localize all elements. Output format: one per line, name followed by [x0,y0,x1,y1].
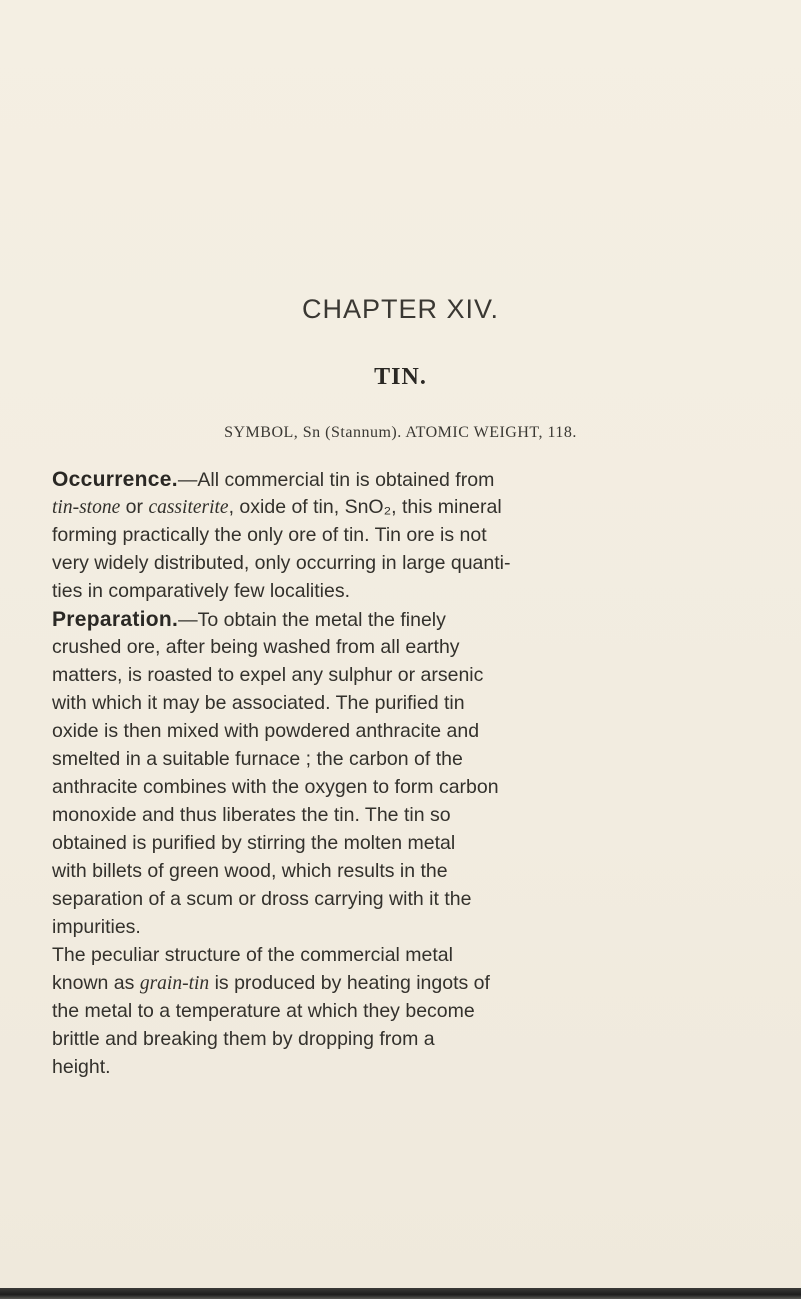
text-run: or [120,496,149,518]
text-line: height. [52,1056,111,1078]
italic-term: cassiterite [148,497,229,518]
chapter-title: TIN. [374,364,427,390]
text-line: with billets of green wood, which results in the [52,860,448,882]
text-line: very widely distributed, only occurring in large quanti- [52,552,511,574]
text-run: , oxide of tin, SnO₂, this mineral [228,496,502,518]
text-line [52,608,446,632]
symbol-atomic-weight-line: SYMBOL, Sn (Stannum). ATOMIC WEIGHT, 118. [224,424,577,441]
text-line [52,468,494,492]
section-heading-occurrence: Occurrence. [52,468,178,491]
italic-term: grain-tin [139,973,210,994]
text-run: known as [52,972,140,994]
text-line: the metal to a temperature at which they become [52,1000,475,1022]
text-line: brittle and breaking them by dropping from a [52,1028,435,1050]
text-run: —To obtain the metal the finely [178,609,446,631]
text-line: ties in comparatively few localities. [52,580,351,602]
text-line: forming practically the only ore of tin. Tin ore is not [52,524,487,546]
text-line: The peculiar structure of the commercial metal [52,944,453,966]
text-line: with which it may be associated. The purified tin [52,692,465,714]
text-line [52,972,490,995]
text-line: matters, is roasted to expel any sulphur or arsenic [52,664,484,686]
section-heading-preparation: Preparation. [52,608,179,631]
text-run: is produced by heating ingots of [209,972,490,994]
text-line: oxide is then mixed with powdered anthracite and [52,720,480,742]
text-line: separation of a scum or dross carrying with it the [52,888,472,910]
text-line: crushed ore, after being washed from all earthy [52,636,460,658]
text-line: smelted in a suitable furnace ; the carbon of the [52,748,463,770]
text-line [52,496,502,519]
page-bottom-edge [0,1288,801,1299]
text-run: —All commercial tin is obtained from [177,469,495,491]
text-line: monoxide and thus liberates the tin. The tin so [52,804,451,826]
chapter-heading: CHAPTER XIV. [301,294,500,324]
italic-term: tin-stone [52,497,121,518]
text-line: obtained is purified by stirring the molten metal [52,832,456,854]
text-line: impurities. [52,916,141,938]
text-line: anthracite combines with the oxygen to form carbon [52,776,499,798]
